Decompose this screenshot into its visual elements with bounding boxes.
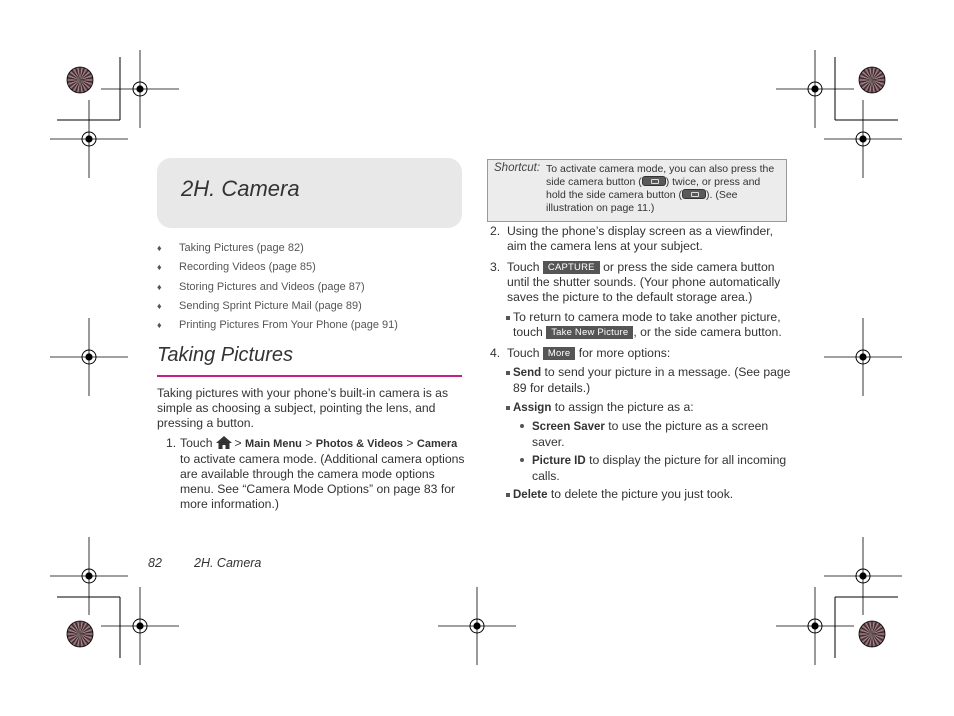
page-number: 82 bbox=[148, 556, 162, 570]
step-number: 4. bbox=[490, 346, 501, 360]
toc-item[interactable]: ♦ Storing Pictures and Videos (page 87) bbox=[157, 278, 462, 297]
registration-mark-icon bbox=[50, 318, 128, 396]
shortcut-box bbox=[487, 159, 787, 222]
chapter-title: 2H. Camera bbox=[181, 176, 300, 201]
toc-item[interactable]: ♦ Taking Pictures (page 82) bbox=[157, 239, 462, 258]
registration-mark-icon bbox=[101, 50, 179, 128]
registration-mark-icon bbox=[50, 100, 128, 178]
step-number: 2. bbox=[490, 224, 501, 238]
take-new-picture-softkey: Take New Picture bbox=[546, 326, 633, 339]
menu-path-main-menu: Main Menu bbox=[245, 438, 302, 450]
section-divider bbox=[157, 375, 462, 377]
menu-path-photos-videos: Photos & Videos bbox=[315, 438, 403, 450]
registration-mark-icon bbox=[438, 587, 516, 665]
footer-section: 2H. Camera bbox=[194, 556, 262, 570]
step-text: Touch > Main Menu > Photos & Videos > Camera to activate camera mode. (Additional camera options are available through the camera mode options menu. See “Camera Mode Options” on page 83 for more information.) bbox=[180, 436, 465, 511]
intro-paragraph: Taking pictures with your phone’s built-in camera is as simple as choosing a subject, pointing the lens, and pressing a button. bbox=[157, 386, 449, 430]
registration-mark-icon bbox=[824, 318, 902, 396]
step-text: Touch More for more options: bbox=[507, 346, 671, 360]
diamond-bullet-icon: ♦ bbox=[157, 281, 162, 292]
starburst-mark-icon bbox=[859, 621, 885, 647]
starburst-mark-icon bbox=[859, 67, 885, 93]
step-text: Touch CAPTURE or press the side camera button until the shutter sounds. (Your phone automatically saves the picture to the default storage area.) bbox=[507, 260, 781, 304]
registration-mark-icon bbox=[776, 50, 854, 128]
dot-bullet-icon bbox=[520, 458, 524, 462]
toc-item[interactable]: ♦ Printing Pictures From Your Phone (page 91) bbox=[157, 316, 462, 335]
home-icon bbox=[216, 436, 232, 449]
menu-path-camera: Camera bbox=[416, 438, 458, 450]
section-title: Taking Pictures bbox=[157, 344, 293, 366]
square-bullet-icon bbox=[506, 371, 510, 375]
shortcut-text: To activate camera mode, you can also press the side camera button ( ) twice, or press and hold the side camera button ( ). (See illustration on page 11.) bbox=[546, 163, 775, 214]
square-bullet-icon bbox=[506, 493, 510, 497]
step-number: 3. bbox=[490, 260, 501, 274]
registration-mark-icon bbox=[101, 587, 179, 665]
square-bullet-icon bbox=[506, 316, 510, 320]
diamond-bullet-icon: ♦ bbox=[157, 320, 162, 331]
camera-key-icon bbox=[642, 176, 666, 186]
diamond-bullet-icon: ♦ bbox=[157, 262, 162, 273]
camera-key-icon bbox=[682, 189, 706, 199]
registration-mark-icon bbox=[50, 537, 128, 615]
diamond-bullet-icon: ♦ bbox=[157, 300, 162, 311]
starburst-mark-icon bbox=[67, 67, 93, 93]
diamond-bullet-icon: ♦ bbox=[157, 243, 162, 253]
step-text: Using the phone’s display screen as a viewfinder, aim the camera lens at your subject. bbox=[507, 224, 774, 253]
shortcut-label: Shortcut: bbox=[494, 162, 541, 174]
registration-mark-icon bbox=[776, 587, 854, 665]
chapter-header bbox=[157, 158, 462, 228]
starburst-mark-icon bbox=[67, 621, 93, 647]
toc-item[interactable]: ♦ Sending Sprint Picture Mail (page 89) bbox=[157, 297, 462, 316]
capture-softkey: CAPTURE bbox=[543, 261, 600, 274]
registration-mark-icon bbox=[824, 537, 902, 615]
registration-mark-icon bbox=[824, 100, 902, 178]
dot-bullet-icon bbox=[520, 424, 524, 428]
step-number: 1. bbox=[166, 436, 177, 450]
toc-item[interactable]: ♦ Recording Videos (page 85) bbox=[157, 258, 462, 277]
chapter-toc bbox=[157, 239, 462, 335]
square-bullet-icon bbox=[506, 406, 510, 410]
more-softkey: More bbox=[543, 347, 575, 360]
